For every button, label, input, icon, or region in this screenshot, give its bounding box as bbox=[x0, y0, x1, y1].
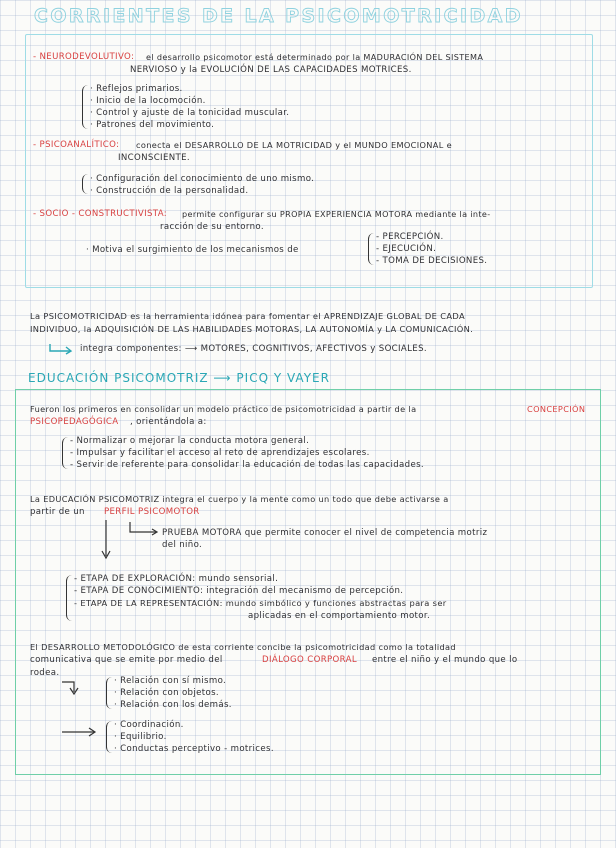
p1-line2: , orientándola a: bbox=[130, 417, 207, 427]
goal-3: - Servir de referente para consolidar la educación de todas las capacidades. bbox=[70, 460, 425, 470]
stage-2: - ETAPA DE CONOCIMIENTO: integración del mecanismo de percepción. bbox=[74, 586, 404, 596]
p2-line2a: partir de un bbox=[30, 507, 85, 517]
socio-label: - SOCIO - CONSTRUCTIVISTA: bbox=[33, 209, 168, 219]
intro-integra: integra componentes: ⟶ MOTORES, COGNITIVOS, AFECTIVOS y SOCIALES. bbox=[80, 344, 427, 354]
p2-red: PERFIL PSICOMOTOR bbox=[104, 507, 200, 517]
stage-3-cont: aplicadas en el comportamiento motor. bbox=[248, 611, 431, 621]
coord-3: · Conductas perceptivo - motrices. bbox=[114, 744, 274, 754]
stages-brace bbox=[66, 575, 72, 621]
p1-red1: CONCEPCIÓN bbox=[527, 404, 586, 414]
p3-line3: rodea. bbox=[30, 668, 60, 678]
socio-item-1: - PERCEPCIÓN. bbox=[376, 232, 444, 242]
socio-brace bbox=[368, 233, 374, 265]
neuro-item-1: · Reflejos primarios. bbox=[90, 84, 183, 94]
perfil-arrow-icon bbox=[100, 518, 160, 562]
p1-red2: PSICOPEDAGÓGICA bbox=[30, 417, 119, 427]
socio-line2: racción de su entorno. bbox=[160, 222, 264, 232]
psico-item-1: · Configuración del conocimiento de uno mismo. bbox=[90, 174, 315, 184]
section2-heading: EDUCACIÓN PSICOMOTRIZ ⟶ PICQ Y VAYER bbox=[28, 371, 330, 385]
coord-arrow-icon bbox=[60, 724, 100, 738]
coord-2: · Equilibrio. bbox=[114, 732, 167, 742]
neuro-brace bbox=[82, 85, 88, 129]
goal-2: - Impulsar y facilitar el acceso al reto de aprendizajes escolares. bbox=[70, 448, 370, 458]
page-title: CORRIENTES DE LA PSICOMOTRICIDAD bbox=[34, 5, 523, 27]
neuro-item-4: · Patrones del movimiento. bbox=[90, 120, 215, 130]
p1-line1: Fueron los primeros en consolidar un modelo práctico de psicomotricidad a partir de la bbox=[30, 404, 417, 414]
psico-line1: conecta el DESARROLLO DE LA MOTRICIDAD y el MUNDO EMOCIONAL e bbox=[136, 140, 452, 150]
neuro-item-3: · Control y ajuste de la tonicidad muscular. bbox=[90, 108, 290, 118]
psico-item-2: · Construcción de la personalidad. bbox=[90, 186, 249, 196]
socio-item-3: - TOMA DE DECISIONES. bbox=[376, 256, 488, 266]
goal-1: - Normalizar o mejorar la conducta motora general. bbox=[70, 436, 310, 446]
p3-line2b: entre el niño y el mundo que lo bbox=[372, 655, 518, 665]
neuro-line1: el desarrollo psicomotor está determinado por la MADURACIÓN DEL SISTEMA bbox=[146, 52, 484, 62]
rel-2: · Relación con objetos. bbox=[114, 688, 219, 698]
goals-brace bbox=[62, 437, 68, 469]
neuro-item-2: · Inicio de la locomoción. bbox=[90, 96, 206, 106]
neuro-label: - NEURODEVOLUTIVO: bbox=[33, 52, 135, 62]
relacion-arrow-icon bbox=[58, 672, 98, 696]
socio-line1: permite configurar su PROPIA EXPERIENCIA MOTORA mediante la inte- bbox=[182, 209, 491, 219]
coord-1: · Coordinación. bbox=[114, 720, 184, 730]
intro-line1: La PSICOMOTRICIDAD es la herramienta idónea para fomentar el APRENDIZAJE GLOBAL DE CADA bbox=[30, 311, 466, 321]
socio-lead: · Motiva el surgimiento de los mecanismos de bbox=[86, 245, 299, 255]
stage-1: - ETAPA DE EXPLORACIÓN: mundo sensorial. bbox=[74, 574, 279, 584]
p2-line1: La EDUCACIÓN PSICOMOTRIZ integra el cuerpo y la mente como un todo que debe activarse a bbox=[30, 494, 449, 504]
socio-item-2: - EJECUCIÓN. bbox=[376, 244, 437, 254]
coord-brace bbox=[106, 721, 112, 753]
prueba-line2: del niño. bbox=[162, 540, 203, 550]
psico-label: - PSICOANALÍTICO: bbox=[33, 140, 120, 150]
p3-line2a: comunicativa que se emite por medio del bbox=[30, 655, 223, 665]
rel-brace bbox=[106, 677, 112, 709]
rel-1: · Relación con sí mismo. bbox=[114, 676, 227, 686]
intro-line2: INDIVIDUO, la ADQUISICIÓN DE LAS HABILIDADES MOTORAS, LA AUTONOMÍA y LA COMUNICACIÓN. bbox=[30, 324, 474, 334]
neuro-line2: NERVIOSO y la EVOLUCIÓN DE LAS CAPACIDADES MOTRICES. bbox=[130, 65, 412, 75]
prueba-line1: PRUEBA MOTORA que permite conocer el nivel de competencia motriz bbox=[162, 528, 488, 538]
p3-line1: El DESARROLLO METODOLÓGICO de esta corriente concibe la psicomotricidad como la totalidad bbox=[30, 642, 456, 652]
stage-3: - ETAPA DE LA REPRESENTACIÓN: mundo simbólico y funciones abstractas para ser bbox=[74, 598, 447, 608]
rel-3: · Relación con los demás. bbox=[114, 700, 232, 710]
psico-brace bbox=[82, 174, 88, 194]
psico-line2: INCONSCIENTE. bbox=[118, 153, 190, 163]
integra-arrow-icon bbox=[48, 340, 74, 352]
p3-red: DIÁLOGO CORPORAL bbox=[262, 655, 358, 665]
